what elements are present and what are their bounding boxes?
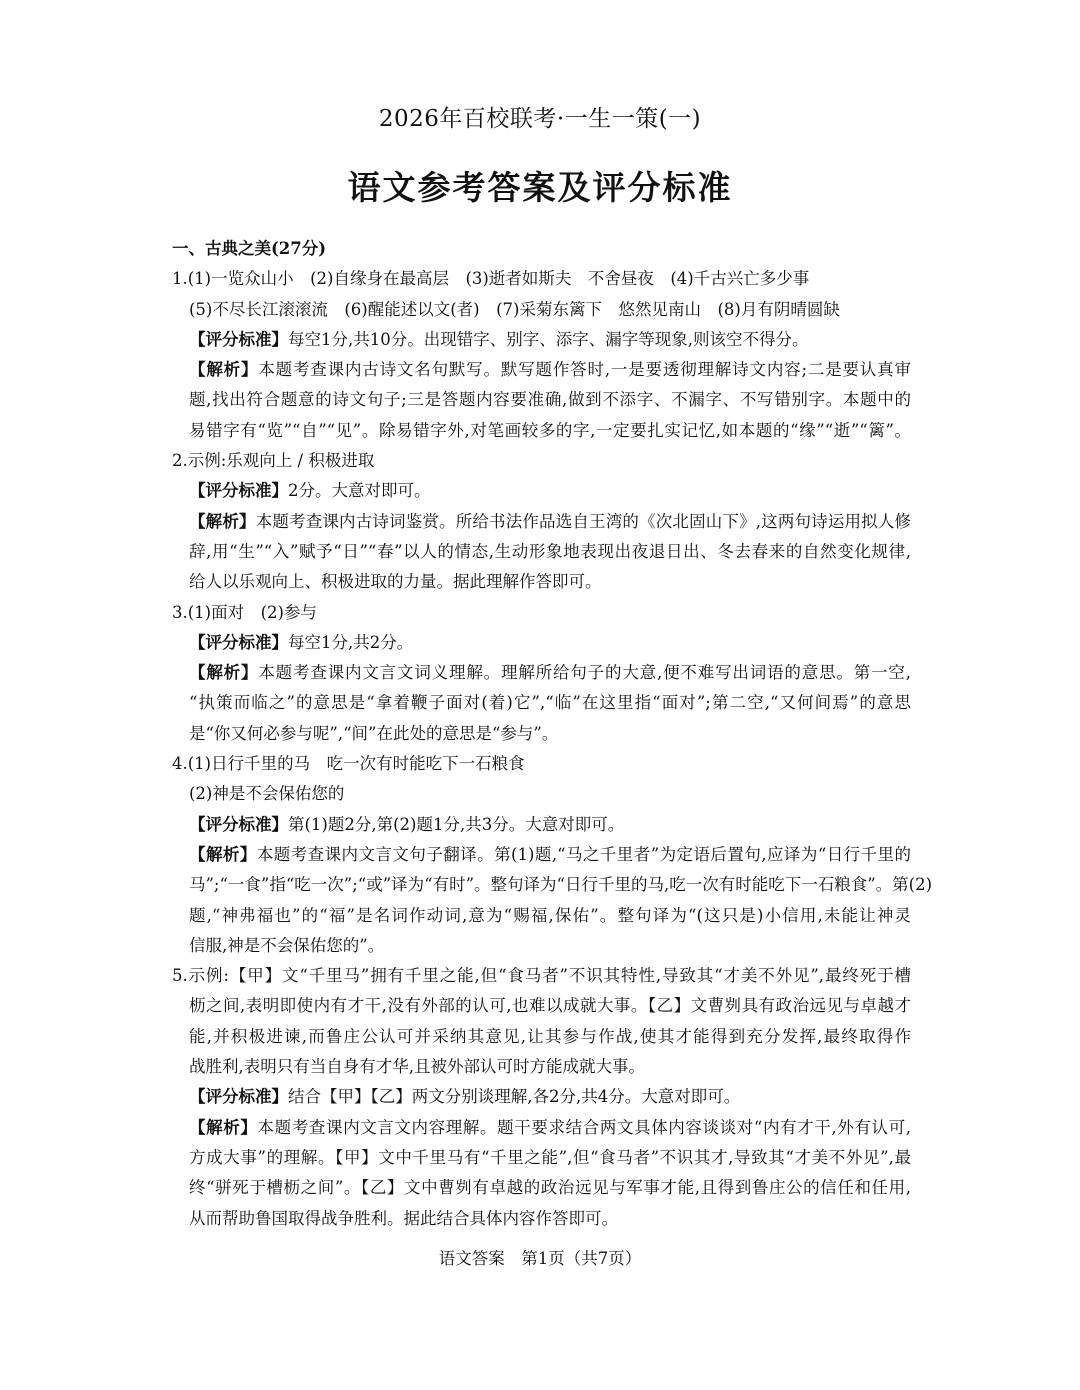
q4-answer-line-1: 4.(1)日行千里的马 吃一次有时能吃下一石粮食 [172, 754, 525, 774]
exam-series-title: 2026年百校联考·一生一策(一) [378, 106, 702, 132]
analysis-tag: 【解析】 [189, 663, 259, 683]
q1-answer-line-2: (5)不尽长江滚滚流 (6)醒能述以文(者) (7)采菊东篱下 悠然见南山 (8)月有阴晴圆缺 [189, 299, 840, 319]
scoring-text: 2分。大意对即可。 [288, 481, 431, 501]
q5-scoring-standard [189, 1082, 1080, 1112]
analysis-text: 本题考查课内文言文内容理解。题干要求结合两文具体内容谈谈对“内有才干,外有认可, [257, 1117, 912, 1137]
q4-analysis-line-2: 马”;“一食”指“吃一次”;“或”译为“有时”。整句译为“日行千里的马,吃一次有时能吃下一石粮食”。第(2) [189, 875, 933, 895]
analysis-text: 本题考查课内文言文词义理解。理解所给句子的大意,便不难写出词语的意思。第一空, [258, 663, 912, 683]
scoring-tag: 【评分标准】 [189, 814, 288, 834]
q5-answer-line-4: 战胜利,表明只有当自身有才华,且被外部认可时方能成就大事。 [189, 1057, 645, 1077]
scoring-tag: 【评分标准】 [189, 329, 288, 349]
q1-answer-line-1: 1.(1)一览众山小 (2)自缘身在最高层 (3)逝者如斯夫 不舍昼夜 (4)千古兴亡多少事 [172, 269, 810, 289]
q5-analysis-line-1 [189, 1113, 911, 1143]
answer-body [0, 234, 1080, 1234]
q5-analysis-line-4: 从而帮助鲁国取得战争胜利。据此结合具体内容作答即可。 [189, 1208, 618, 1228]
q3-scoring-standard [189, 628, 1080, 658]
scoring-tag: 【评分标准】 [189, 1087, 288, 1107]
q4-scoring-standard [189, 810, 1080, 840]
q2-scoring-standard [189, 476, 1080, 506]
q5-analysis-line-2: 方成大事”的理解。【甲】文中千里马有“千里之能”,但“食马者”不识其才,导致其“才美不外见”,最 [189, 1147, 911, 1167]
analysis-tag: 【解析】 [189, 1117, 258, 1137]
q2-analysis-line-1 [189, 507, 911, 537]
scoring-text: 每空1分,共10分。出现错字、别字、添字、漏字等现象,则该空不得分。 [288, 329, 809, 349]
document-title: 语文参考答案及评分标准 [347, 168, 733, 207]
scoring-text: 每空1分,共2分。 [288, 632, 414, 652]
scoring-tag: 【评分标准】 [189, 632, 288, 652]
analysis-text: 本题考查课内古诗词鉴赏。所给书法作品选自王湾的《次北固山下》,这两句诗运用拟人修 [255, 511, 912, 531]
q5-answer-line-1: 5.示例:【甲】文“千里马”拥有千里之能,但“食马者”不识其特性,导致其“才美不外见”,最终死于槽 [172, 966, 911, 986]
q5-answer-line-2: 枥之间,表明即使内有才干,没有外部的认可,也难以成就大事。【乙】文曹刿具有政治远见与卓越才 [189, 996, 911, 1016]
scoring-text: 结合【甲】【乙】两文分别谈理解,各2分,共4分。大意对即可。 [288, 1087, 741, 1107]
q3-analysis-line-2: “执策而临之”的意思是“拿着鞭子面对(着)它”,“临”在这里指“面对”;第二空,“又何间焉”的意思 [189, 693, 911, 713]
analysis-tag: 【解析】 [189, 360, 259, 380]
q3-analysis-line-3: 是“你又何必参与呢”,“间”在此处的意思是“参与”。 [189, 723, 559, 743]
q3-analysis-line-1 [189, 658, 911, 688]
q4-answer-line-2: (2)神是不会保佑您的 [189, 784, 345, 804]
q3-answer-line-1: 3.(1)面对 (2)参与 [172, 602, 317, 622]
q1-scoring-standard [189, 325, 1080, 355]
q4-analysis-line-4: 信服,神是不会保佑您的”。 [189, 935, 385, 955]
q2-analysis-line-2: 辞,用“生”“入”赋予“日”“春”以人的情态,生动形象地表现出夜退日出、冬去春来的自然变化规律, [189, 541, 911, 561]
q1-analysis-line-3: 易错字有“览”“自”“见”。除易错字外,对笔画较多的字,一定要扎实记忆,如本题的“缘”“逝”“篱”。 [189, 420, 911, 440]
q1-analysis-line-2: 题,找出符合题意的诗文句子;三是答题内容要准确,做到不添字、不漏字、不写错别字。本题中的 [189, 390, 911, 410]
q1-analysis-line-1 [189, 355, 911, 385]
analysis-text: 本题考查课内古诗文名句默写。默写题作答时,一是要透彻理解诗文内容;二是要认真审 [258, 360, 912, 380]
page-footer: 语文答案 第1页（共7页） [438, 1249, 642, 1268]
q4-analysis-line-3: 题,“神弗福也”的“福”是名词作动词,意为“赐福,保佑”。整句译为“(这只是)小信用,未能让神灵 [189, 905, 911, 925]
analysis-tag: 【解析】 [189, 511, 256, 531]
analysis-text: 本题考查课内文言文句子翻译。第(1)题,“马之千里者”为定语后置句,应译为“日行千里的 [256, 844, 912, 864]
q4-analysis-line-1 [189, 840, 911, 870]
q5-answer-line-3: 能,并积极进谏,而鲁庄公认可并采纳其意见,让其参与作战,使其才能得到充分发挥,最终取得作 [189, 1026, 911, 1046]
q2-answer-line-1: 2.示例:乐观向上 / 积极进取 [172, 451, 375, 471]
section-heading: 一、古典之美(27分) [172, 239, 327, 258]
scoring-text: 第(1)题2分,第(2)题1分,共3分。大意对即可。 [288, 814, 625, 834]
q5-analysis-line-3: 终“骈死于槽枥之间”。【乙】文中曹刿有卓越的政治远见与军事才能,且得到鲁庄公的信任和任用, [189, 1178, 911, 1198]
scoring-tag: 【评分标准】 [189, 481, 288, 501]
analysis-tag: 【解析】 [189, 844, 257, 864]
q2-analysis-line-3: 给人以乐观向上、积极进取的力量。据此理解作答即可。 [189, 572, 602, 592]
